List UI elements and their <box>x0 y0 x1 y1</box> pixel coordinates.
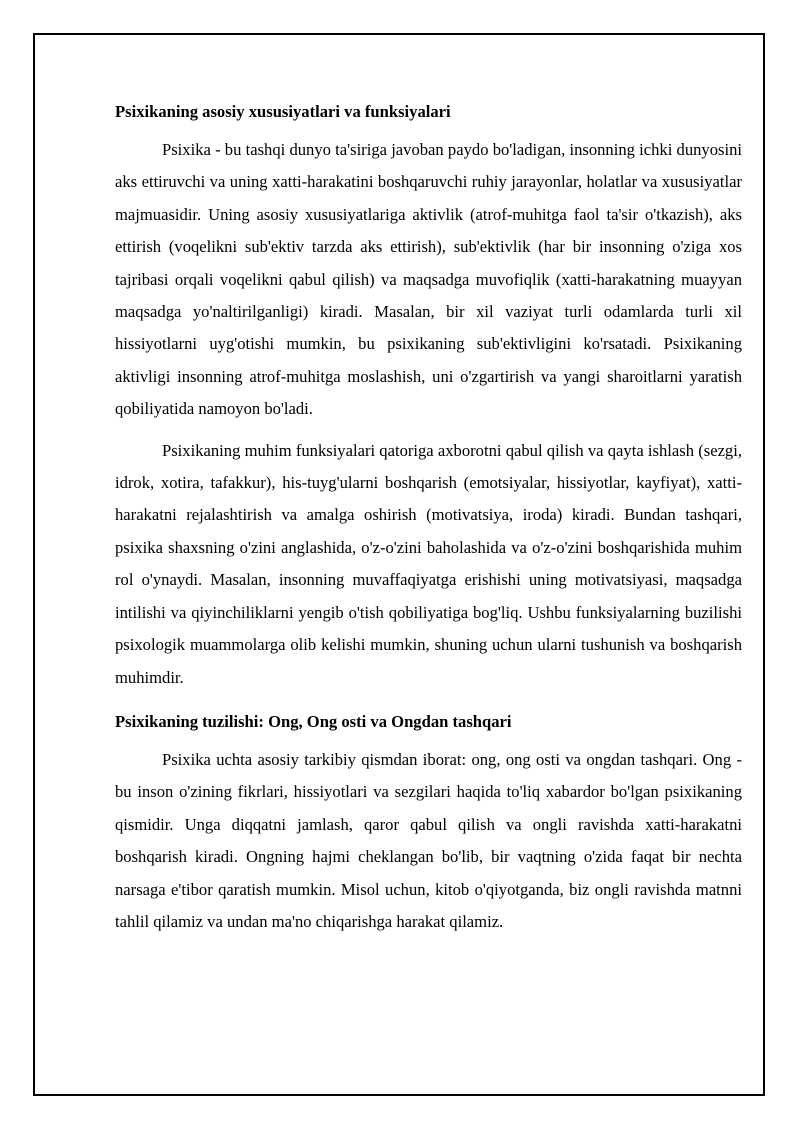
section-structure <box>115 708 742 938</box>
paragraph: Psixika uchta asosiy tarkibiy qismdan iborat: ong, ong osti va ongdan tashqari. Ong - bu inson o'zining fikrlari, hissiyotlari va sezgilari haqida to'liq xabardor bo'lgan psixikaning qismidir. Unga diqqatni jamlash, qaror qabul qilish va ongli ravishda xatti-harakatni boshqarish kiradi. Ongning hajmi cheklangan bo'lib, bir vaqtning o'zida faqat bir nechta narsaga e'tibor qaratish mumkin. Misol uchun, kitob o'qiyotganda, biz ongli ravishda matnni tahlil qilamiz va undan ma'no chiqarishga harakat qilamiz. <box>115 749 742 931</box>
section-heading: Psixikaning tuzilishi: Ong, Ong osti va Ongdan tashqari <box>115 711 512 731</box>
document-body <box>115 98 742 947</box>
section-characteristics <box>115 98 742 694</box>
paragraph: Psixikaning muhim funksiyalari qatoriga axborotni qabul qilish va qayta ishlash (sezgi, idrok, xotira, tafakkur), his-tuyg'ularni boshqarish (emotsiyalar, hissiyotlar, kayfiyat), xatti-harakatni rejalashtirish va amalga oshirish (motivatsiya, iroda) kiradi. Bundan tashqari, psixika shaxsning o'zini anglashida, o'z-o'zini baholashida va o'z-o'zini boshqarishida muhim rol o'ynaydi. Masalan, insonning muvaffaqiyatga erishishi uning motivatsiyasi, maqsadga intilishi va qiyinchiliklarni yengib o'tish qobiliyatiga bog'liq. Ushbu funksiyalarning buzilishi psixologik muammolarga olib kelishi mumkin, shuning uchun ularni tushunish va boshqarish muhimdir. <box>115 440 742 687</box>
paragraph: Psixika - bu tashqi dunyo ta'siriga javoban paydo bo'ladigan, insonning ichki dunyosini aks ettiruvchi va uning xatti-harakatini boshqaruvchi ruhiy jarayonlar, holatlar va xususiyatlar majmuasidir. Uning asosiy xususiyatlariga aktivlik (atrof-muhitga faol ta'sir o'tkazish), aks ettirish (voqelikni sub'ektiv tarzda aks ettirish), sub'ektivlik (har bir insonning o'ziga xos tajribasi orqali voqelikni qabul qilish) va maqsadga muvofiqlik (xatti-harakatning muayyan maqsadga yo'naltirilganligi) kiradi. Masalan, bir xil vaziyat turli odamlarda turli xil hissiyotlarni uyg'otishi mumkin, bu psixikaning sub'ektivligini ko'rsatadi. Psixikaning aktivligi insonning atrof-muhitga moslashish, uni o'zgartirish va yangi sharoitlarni yaratish qobiliyatida namoyon bo'ladi. <box>115 140 742 419</box>
section-heading: Psixikaning asosiy xususiyatlari va funksiyalari <box>115 102 451 121</box>
